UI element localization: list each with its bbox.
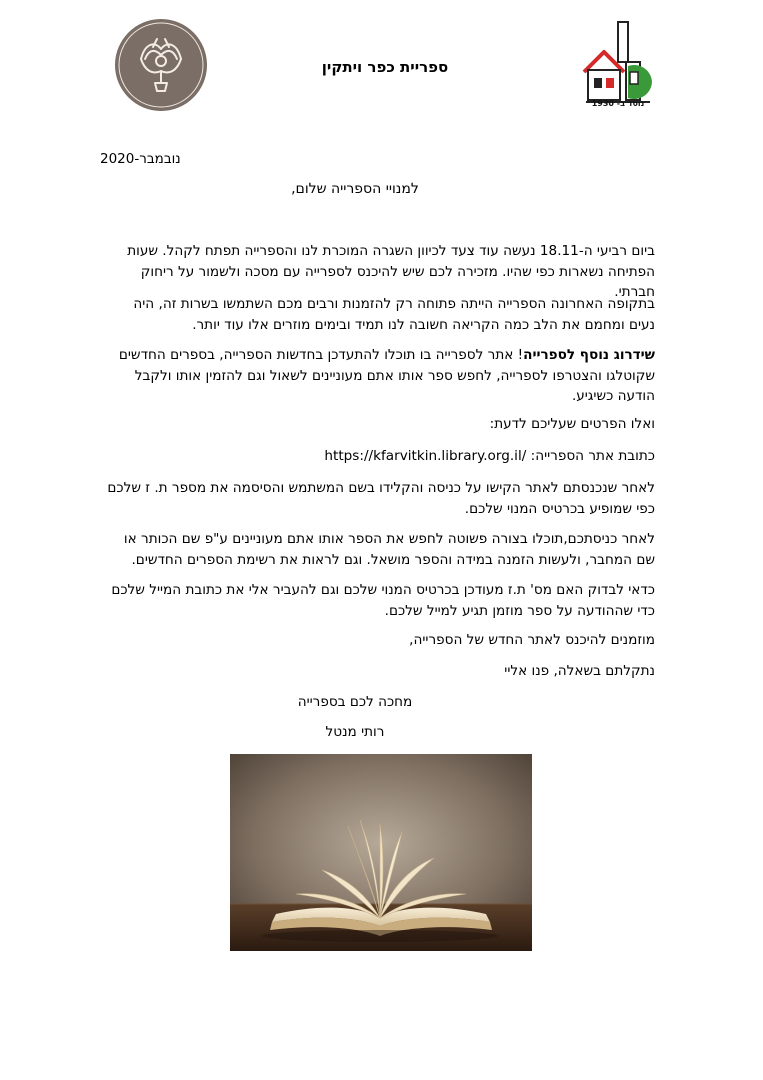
website-url-link[interactable]: https://kfarvitkin.library.org.il/ [324,448,527,464]
paragraph-orders: בתקופה האחרונה הספרייה הייתה פתוחה רק להזמנות ורבים מכם השתמשו בשרות זה, היה נעים ומחמם את הלב כמה הקריאה חשובה לנו תמיד ובימים מוזרים אלו עוד יותר. [133,296,655,333]
paragraph-website-upgrade [106,345,655,407]
upgrade-heading: שידרוג נוסף לספרייה [523,347,655,363]
letter-greeting: למנויי הספרייה שלום, [291,181,419,197]
closing-line: מחכה לכם בספרייה [297,694,413,710]
library-seal-logo [115,19,207,111]
letter-date: נובמבר-2020 [100,151,181,167]
open-book-image [230,754,532,951]
paragraph-details-intro: ואלו הפרטים שעליכם לדעת: [489,416,655,432]
paragraph-invite: מוזמנים להיכנס לאתר החדש של הספרייה, [409,632,655,648]
paragraph-reopening: ביום רביעי ה-18.11 נעשה עוד צעד לכיוון השגרה המוכרת לנו והספרייה תפתח לקהל. שעות הפתיחה נשארות כפי שהיו. מזכירה לכם שיש להיכנס לספרייה עם מסכה ולשמור על ריחוק חברתי. [127,243,655,300]
upgrade-text: ! אתר לספרייה בו תוכלו להתעדכן בחדשות הספרייה, בספרים החדשים שקוטלגו והצטרפו לספרייה, לחפש ספר אותו אתם מעוניינים לשאול וגם להזמין אותו ולקבל הודעה כשיגיע. [118,347,655,404]
signature-name: רותי מנטל [325,724,385,740]
paragraph-search: לאחר כניסתכם,תוכלו בצורה פשוטה לחפש את הספר אותו אתם מעוניינים ע"פ שם הכותר או שם המחבר, ולעשות הזמנה במידה והספר מושאל. וגם לראות את רשימת הספרים החדשים. [123,531,655,568]
library-name-title: ספריית כפר ויתקין [321,58,449,76]
paragraph-website-address [106,446,655,467]
website-label: כתובת אתר הספרייה: [526,448,655,464]
paragraph-login: לאחר שנכנסתם לאתר הקישו על כניסה והקלידו בשם המשתמש והסיסמה את מספר ת. ז שלכם כפי שמופיע בכרטיס המנוי שלכם. [107,480,655,517]
paragraph-questions: נתקלתם בשאלה, פנו אליי [504,663,655,679]
paragraph-email: כדאי לבדוק האם מס' ת.ז מעודכן בכרטיס המנוי שלכם וגם להעביר אלי את כתובת המייל שלכם כדי שההודעה על ספר מוזמן תגיע למייל שלכם. [111,582,655,619]
logo-caption: נוסד ב- 1930 [591,99,645,108]
